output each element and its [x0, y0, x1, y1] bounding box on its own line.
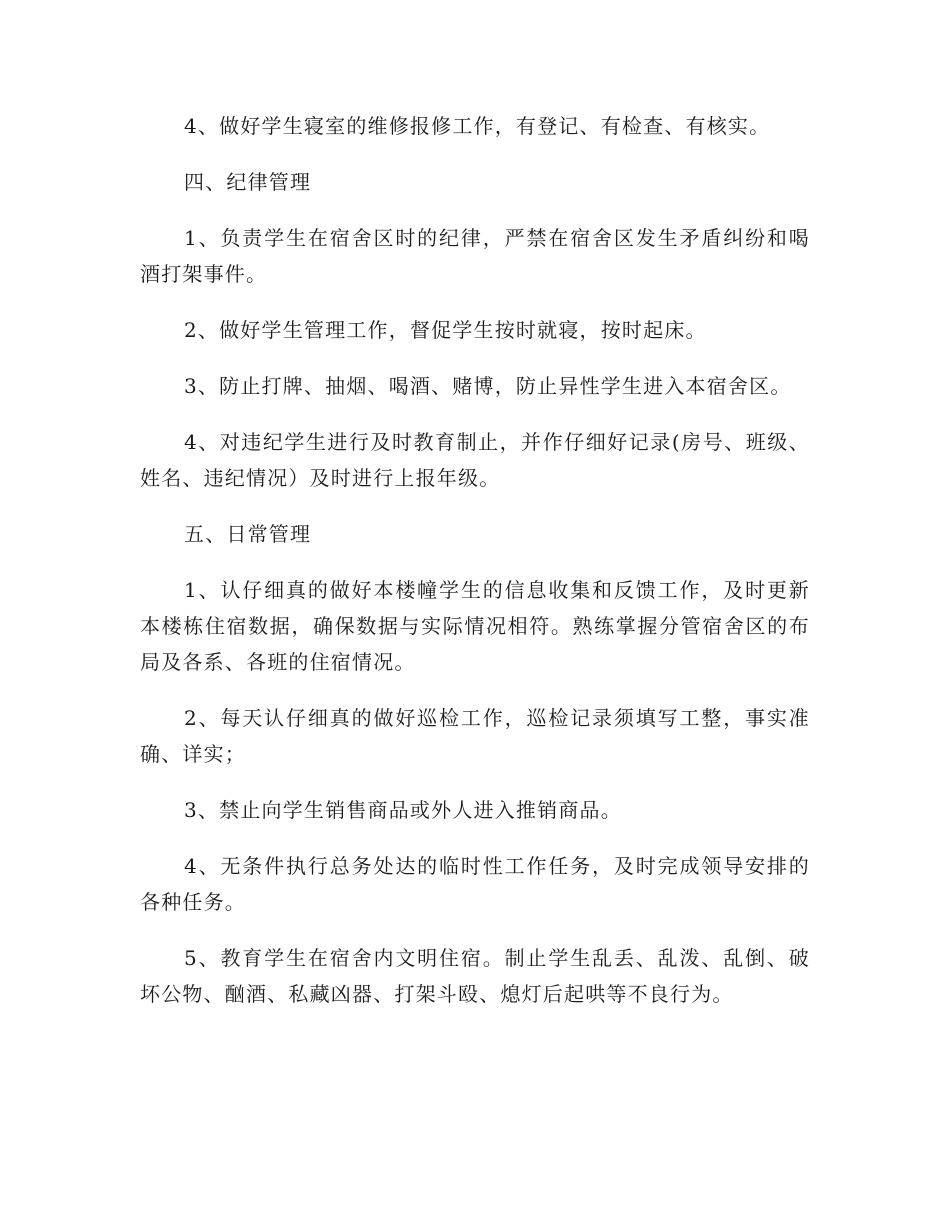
paragraph-daily-5: 5、教育学生在宿舍内文明住宿。制止学生乱丢、乱泼、乱倒、破坏公物、酗酒、私藏凶器、打架斗殴、熄灯后起哄等不良行为。 — [140, 946, 810, 1006]
paragraph-daily-3: 3、禁止向学生销售商品或外人进入推销商品。 — [184, 798, 622, 822]
section-heading-daily: 五、日常管理 — [184, 522, 312, 546]
paragraph-discipline-2: 2、做好学生管理工作，督促学生按时就寝，按时起床。 — [184, 318, 707, 342]
paragraph-daily-4: 4、无条件执行总务处达的临时性工作任务，及时完成领导安排的各种任务。 — [140, 854, 810, 914]
paragraph-discipline-3: 3、防止打牌、抽烟、喝酒、赌博，防止异性学生进入本宿舍区。 — [184, 374, 792, 398]
document-page — [140, 108, 810, 1032]
paragraph-dorm-repair: 4、做好学生寝室的维修报修工作，有登记、有检查、有核实。 — [184, 114, 771, 138]
section-heading-discipline: 四、纪律管理 — [184, 170, 312, 194]
paragraph-discipline-1: 1、负责学生在宿舍区时的纪律，严禁在宿舍区发生矛盾纠纷和喝酒打架事件。 — [140, 226, 810, 286]
paragraph-discipline-4: 4、对违纪学生进行及时教育制止，并作仔细好记录(房号、班级、姓名、违纪情况）及时进行上报年级。 — [140, 430, 810, 490]
paragraph-daily-1: 1、认仔细真的做好本楼幢学生的信息收集和反馈工作，及时更新本楼栋住宿数据，确保数据与实际情况相符。熟练掌握分管宿舍区的布局及各系、各班的住宿情况。 — [140, 578, 810, 674]
paragraph-daily-2: 2、每天认仔细真的做好巡检工作，巡检记录须填写工整，事实准确、详实； — [140, 706, 810, 766]
